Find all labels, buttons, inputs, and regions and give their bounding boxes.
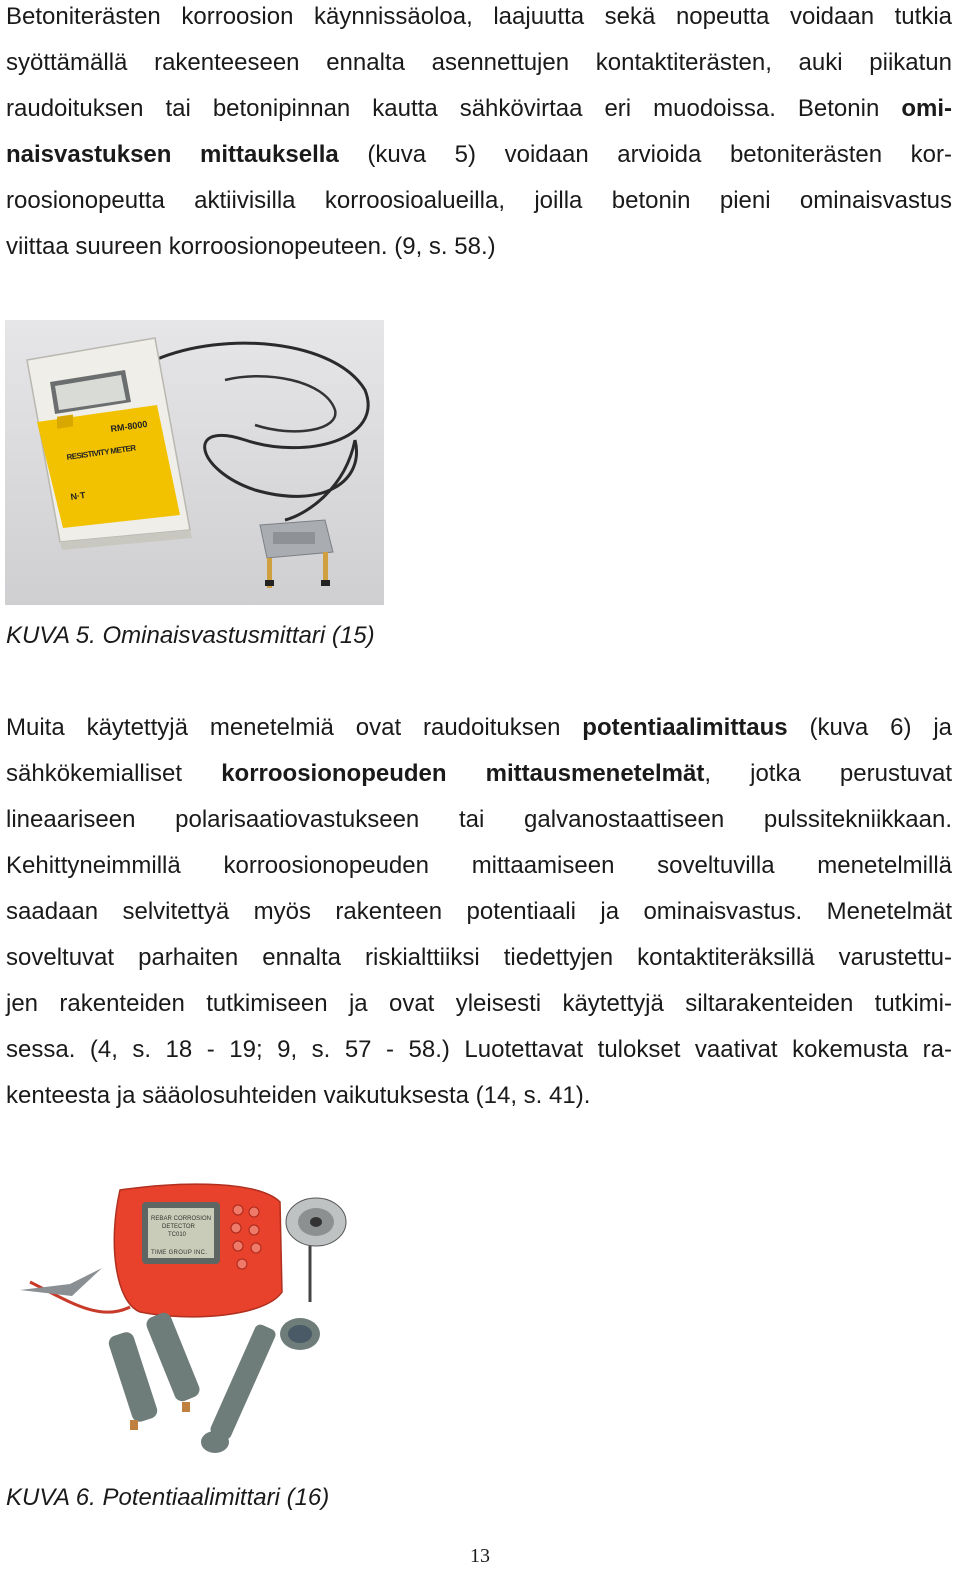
screen-title-line: REBAR CORROSION xyxy=(151,1216,211,1222)
text-line: sessa. (4, s. 18 - 19; 9, s. 57 - 58.) Luotettavat tulokset vaativat kokemusta ra- xyxy=(6,1036,952,1063)
screen-maker-line: TIME GROUP INC. xyxy=(151,1250,207,1256)
text-line xyxy=(6,751,952,797)
text-run: sähkökemialliset xyxy=(6,760,222,787)
text-line: soveltuvat parhaiten ennalta riskialttiiksi tiedettyjen kontaktiteräksillä varustettu- xyxy=(6,944,952,971)
text-run: raudoituksen tai betonipinnan kautta sähkövirtaa eri muodoissa. Betonin xyxy=(6,95,902,122)
screen-model-line: TC010 xyxy=(168,1232,187,1238)
text-run: , jotka perustuvat xyxy=(704,760,952,787)
text-line: saadaan selvitettyä myös rakenteen potentiaali ja ominaisvastus. Menetelmät xyxy=(6,898,952,925)
text-run: Muita käytettyjä menetelmiä ovat raudoituksen xyxy=(6,714,583,741)
figure-6-caption: KUVA 6. Potentiaalimittari (16) xyxy=(6,1484,330,1511)
text-line xyxy=(6,705,952,751)
text-line: lineaariseen polarisaatiovastukseen tai galvanostaattiseen pulssitekniikkaan. xyxy=(6,806,952,833)
text-line xyxy=(6,132,952,178)
paragraph-potential-measurement xyxy=(6,705,952,1119)
text-line: Betoniterästen korroosion käynnissäoloa, laajuutta sekä nopeutta voidaan tutkia xyxy=(6,3,952,30)
text-line: Kehittyneimmillä korroosionopeuden mittaamiseen soveltuvilla menetelmillä xyxy=(6,852,952,879)
corrosion-detector-body xyxy=(114,1184,282,1317)
bold-term: omi- xyxy=(901,95,952,122)
resistivity-meter-illustration xyxy=(5,320,384,605)
page-number: 13 xyxy=(470,1545,490,1567)
text-line: roosionopeutta aktiivisilla korroosioalueilla, joilla betonin pieni ominaisvastus xyxy=(6,187,952,214)
electrode-probes xyxy=(107,1310,320,1453)
text-line: kenteesta ja sääolosuhteiden vaikutuksesta (14, s. 41). xyxy=(6,1082,591,1109)
text-run: (kuva 6) ja xyxy=(787,714,952,741)
text-line xyxy=(6,86,952,132)
cable-reel xyxy=(286,1198,346,1302)
bold-term: naisvastuksen mittauksella xyxy=(6,141,339,168)
meter-type-label: RESISTIVITY METER xyxy=(66,443,137,462)
potential-meter-illustration xyxy=(10,1172,365,1457)
text-line: viittaa suureen korroosionopeuteen. (9, s. 58.) xyxy=(6,233,496,260)
meter-model-label: RM-8000 xyxy=(109,418,148,434)
screen-subtitle-line: DETECTOR xyxy=(162,1224,195,1230)
text-line: syöttämällä rakenteeseen ennalta asennettujen kontaktiterästen, auki piikatun xyxy=(6,49,952,76)
text-line: jen rakenteiden tutkimiseen ja ovat yleisesti käytettyjä siltarakenteiden tutkimi- xyxy=(6,990,952,1017)
bold-term: potentiaalimittaus xyxy=(582,714,788,741)
figure-5-caption: KUVA 5. Ominaisvastusmittari (15) xyxy=(6,622,375,649)
meter-brand-label: N·T xyxy=(69,489,87,502)
resistivity-meter-photo xyxy=(5,320,384,605)
text-run: (kuva 5) voidaan arvioida betoniterästen kor- xyxy=(338,141,952,168)
potential-meter-photo xyxy=(10,1172,365,1457)
bold-term: korroosionopeuden mittausmenetelmät xyxy=(221,760,705,787)
paragraph-resistivity xyxy=(6,0,952,270)
